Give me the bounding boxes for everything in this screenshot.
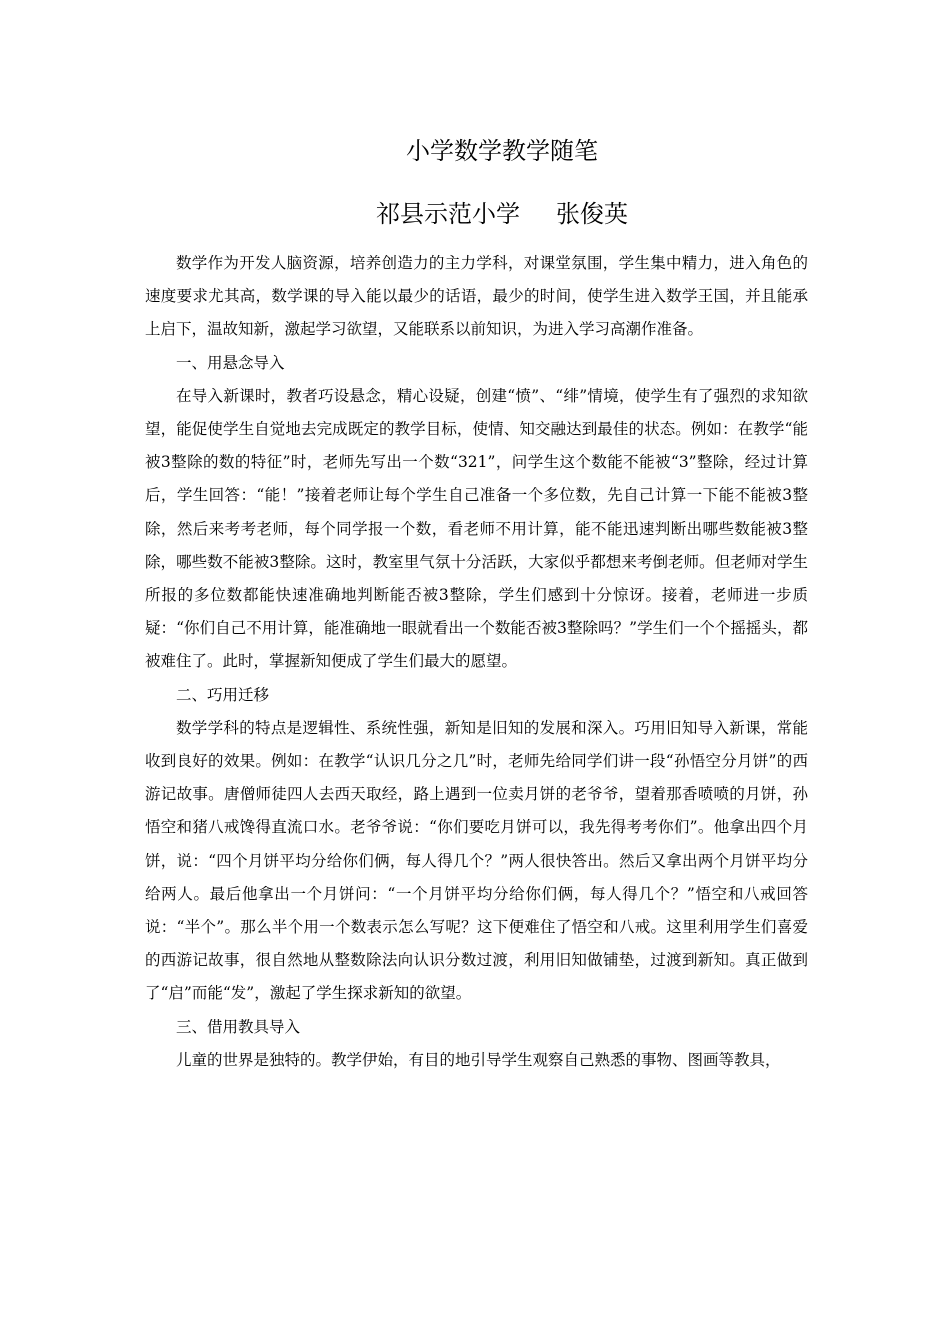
author-line [0, 199, 950, 229]
section-heading-suspense: 一、用悬念导入 [176, 353, 285, 372]
section-heading-transfer: 二、巧用迁移 [176, 685, 270, 704]
paragraph-transfer: 数学学科的特点是逻辑性、系统性强，新知是旧知的发展和深入。巧用旧知导入新课，常能收到良好的效果。例如：在教学“认识几分之几”时，老师先给同学们讲一段“孙悟空分月饼”的西游记故事。唐僧师徒四人去西天取经，路上遇到一位卖月饼的老爷爷，望着那香喷喷的月饼，孙悟空和猪八戒馋得直流口水。老爷爷说：“你们要吃月饼可以，我先得考考你们”。他拿出四个月饼，说：“四个月饼平均分给你们俩，每人得几个？”两人很快答出。然后又拿出两个月饼平均分给两人。最后他拿出一个月饼问：“一个月饼平均分给你们俩，每人得几个？”悟空和八戒回答说：“半个”。那么半个用一个数表示怎么写呢？这下便难住了悟空和八戒。这里利用学生们喜爱的西游记故事，很自然地从整数除法向认识分数过渡，利用旧知做铺垫，过渡到新知。真正做到了“启”而能“发”，激起了学生探求新知的欲望。 [145, 718, 808, 1003]
paragraph-suspense: 在导入新课时，教者巧设悬念，精心设疑，创建“愤”、“绯”情境，使学生有了强烈的求知欲望，能促使学生自觉地去完成既定的教学目标，使情、知交融达到最佳的状态。例如：在教学“能被3整除的数的特征”时，老师先写出一个数“321”，问学生这个数能不能被“3”整除，经过计算后，学生回答：“能！”接着老师让每个学生自己准备一个多位数，先自己计算一下能不能被3整除，然后来考考老师，每个同学报一个数，看老师不用计算，能不能迅速判断出哪些数能被3整除，哪些数不能被3整除。这时，教室里气氛十分活跃，大家似乎都想来考倒老师。但老师对学生所报的多位数都能快速准确地判断能否被3整除，学生们感到十分惊讶。接着，老师进一步质疑：“你们自己不用计算，能准确地一眼就看出一个数能否被3整除吗？”学生们一个个摇摇头，都被难住了。此时，掌握新知便成了学生们最大的愿望。 [145, 386, 808, 671]
paragraph-teaching-aids: 儿童的世界是独特的。教学伊始，有目的地引导学生观察自己熟悉的事物、图画等教具， [176, 1050, 781, 1069]
author-school: 祁县示范小学 [376, 200, 520, 228]
author-name: 张俊英 [556, 200, 628, 228]
document-title: 小学数学教学随笔 [406, 137, 598, 165]
section-heading-teaching-aids: 三、借用教具导入 [176, 1017, 301, 1036]
paragraph-intro: 数学作为开发人脑资源，培养创造力的主力学科，对课堂氛围，学生集中精力，进入角色的速度要求尤其高，数学课的导入能以最少的话语，最少的时间，使学生进入数学王国，并且能承上启下，温故知新，激起学习欲望，又能联系以前知识，为进入学习高潮作准备。 [145, 254, 808, 339]
document-body [145, 247, 808, 1077]
